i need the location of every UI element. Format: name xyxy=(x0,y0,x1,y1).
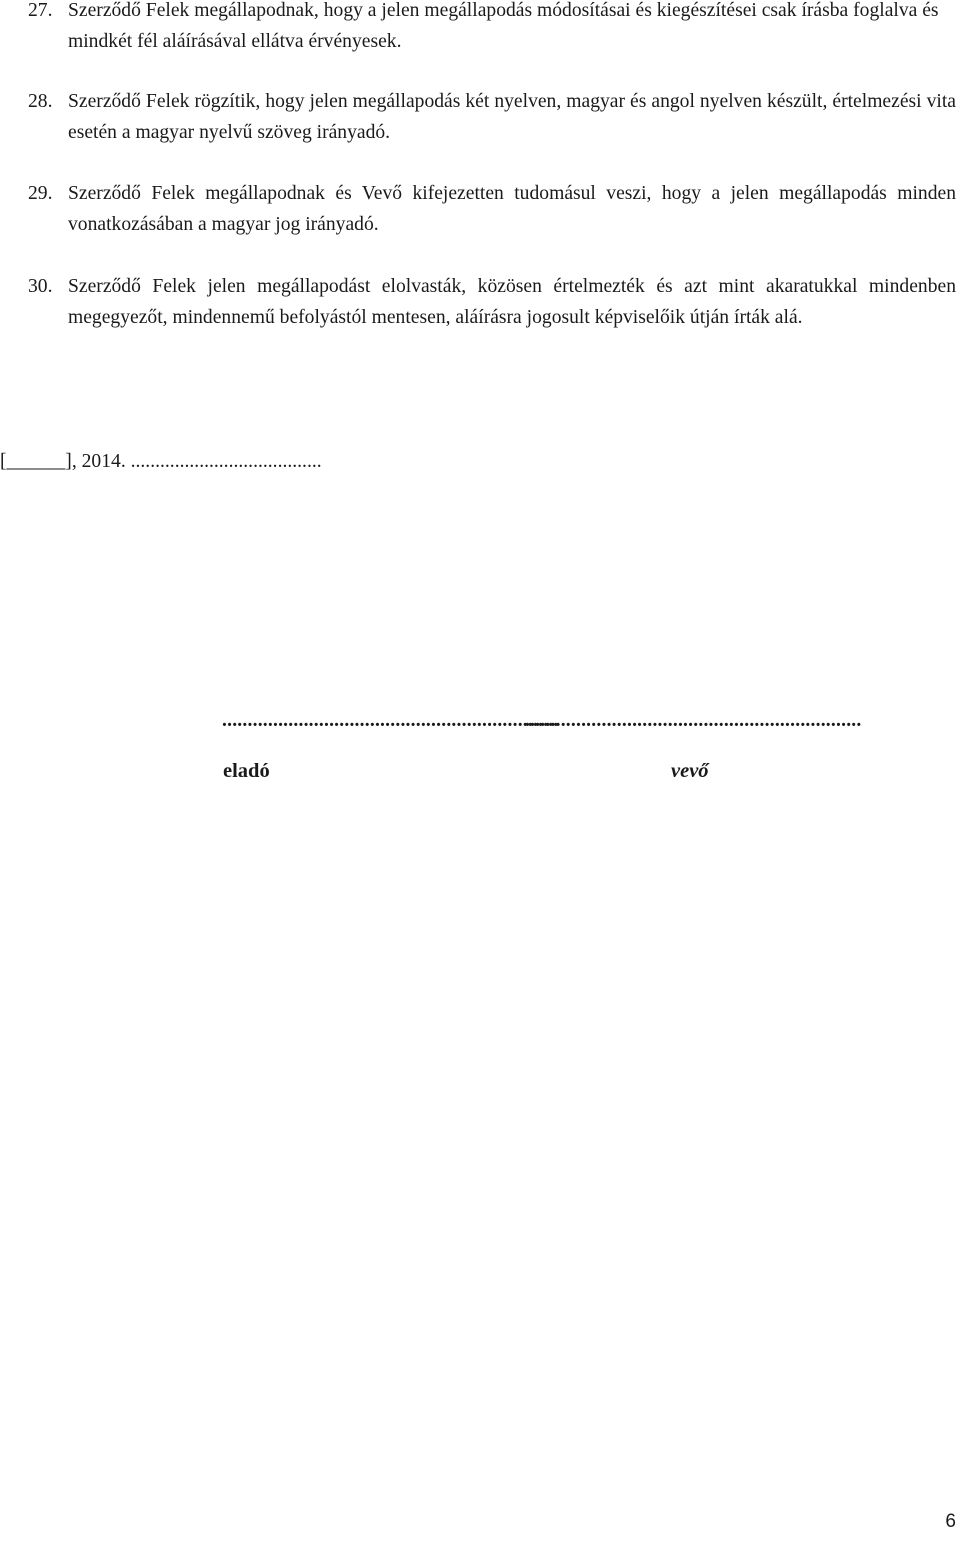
clause-text: Szerződő Felek megállapodnak, hogy a jelen megállapodás módosításai és kiegészítései csak írásba foglalva és mindkét fél aláírásával ellátva érvényesek. xyxy=(68,0,939,52)
date-line: [______], 2014. ....................................... xyxy=(0,451,322,472)
clause-number: 29. xyxy=(28,183,53,204)
seller-signature-line: .................................................................. xyxy=(222,710,559,731)
clause-27 xyxy=(28,0,956,57)
clause-text: Szerződő Felek rögzítik, hogy jelen megállapodás két nyelven, magyar és angol nyelven készült, értelmezési vita esetén a magyar nyelvű szöveg irányadó. xyxy=(68,91,956,143)
clause-28 xyxy=(28,86,956,148)
clause-number: 27. xyxy=(28,0,53,21)
seller-label: eladó xyxy=(223,760,270,782)
page-number: 6 xyxy=(945,1511,956,1532)
buyer-label: vevő xyxy=(671,760,709,782)
clause-text: Szerződő Felek megállapodnak és Vevő kifejezetten tudomásul veszi, hogy a jelen megállapodás minden vonatkozásában a magyar jog irányadó. xyxy=(68,183,956,235)
clause-text: Szerződő Felek jelen megállapodást elolvasták, közösen értelmezték és azt mint akaratukkal mindenben megegyezőt, mindennemű befolyástól mentesen, aláírásra jogosult képviselőik útján írták alá. xyxy=(68,276,956,328)
clause-29 xyxy=(28,178,956,240)
buyer-signature-line: .................................................................. xyxy=(525,710,862,731)
clause-30 xyxy=(28,271,956,333)
clause-number: 28. xyxy=(28,91,53,112)
clause-number: 30. xyxy=(28,276,53,297)
